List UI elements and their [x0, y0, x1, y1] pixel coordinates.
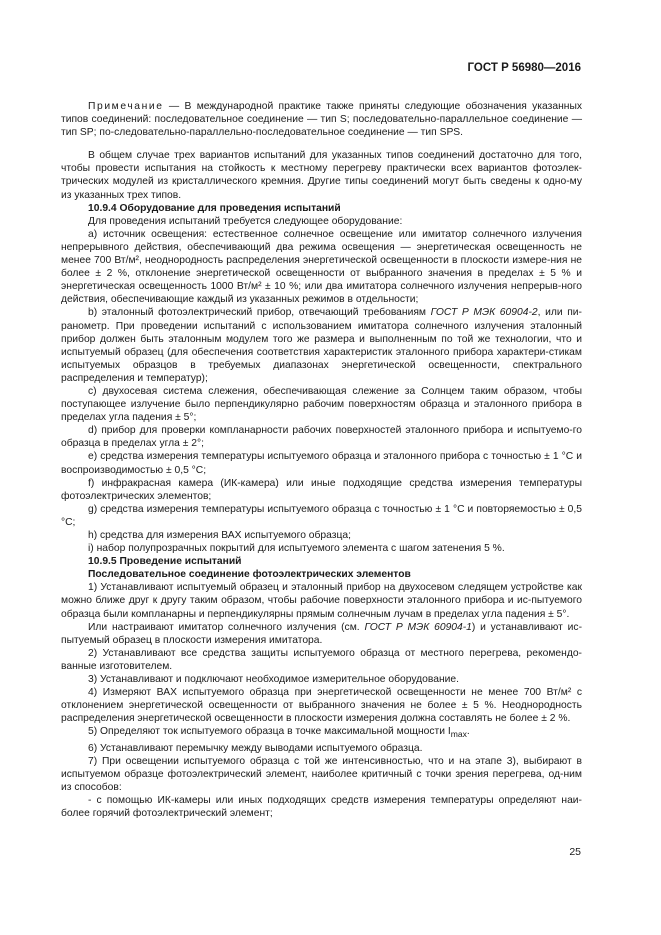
note-label: Примечание: [88, 101, 164, 112]
procedure-step-1-alternative: [61, 621, 582, 647]
equipment-item-f: f) инфракрасная камера (ИК-камера) или иные подходящие средства измерения температуры фотоэлектрических элементов;: [61, 477, 582, 502]
procedure-step-1: 1) Устанавливают испытуемый образец и эталонный прибор на двухосевом следящем устройстве как можно ближе друг к другу таким образом, чтобы рабочие поверхности эталонного прибора и ис-пытуемого образца были компланарны и перпендикулярны прямым солнечным лучам в пределах угла падения ± 5°.: [61, 582, 582, 620]
procedure-step-3: 3) Устанавливают и подключают необходимое измерительное оборудование.: [88, 674, 459, 686]
equipment-item-b: [61, 306, 582, 385]
standard-reference: ГОСТ Р МЭК 60904-1: [364, 621, 472, 633]
procedure-step-6: 6) Устанавливают перемычку между выводами испытуемого образца.: [88, 742, 423, 754]
item-b-text-2: , или пи-ранометр. При проведении испытаний с использованием имитатора солнечного излучения эталонный прибор должен быть эталонным модулем того же размера и выполненным по той же технологии, что и испытуемый образец (для обеспечения соответствия характеристик эталонного прибора характери-стикам испытуемых образцов в требуемых диапазонах энергетической освещенности, спектрального распределения и температур);: [61, 307, 582, 384]
document-body: [61, 100, 582, 820]
section-heading-10-9-5: 10.9.5 Проведение испытаний: [88, 556, 242, 568]
procedure-step-2: 2) Устанавливают все средства защиты испытуемого образца от местного перегрева, рекомендо-ванные изготовителем.: [61, 647, 582, 672]
step1-alt-text-1: Или настраивают имитатор солнечного излучения (см.: [88, 621, 365, 633]
item-b-text-1: b) эталонный фотоэлектрический прибор, отвечающий требованиям: [88, 307, 431, 319]
section-heading-10-9-4: 10.9.4 Оборудование для проведения испытаний: [88, 202, 341, 214]
equipment-item-c: с) двухосевая система слежения, обеспечивающая слежение за Солнцем таким образом, чтобы поступающее излучение было перпендикулярно рабочим поверхностям образца и эталонного прибора в пределах угла падения ± 5°;: [61, 385, 582, 424]
procedure-step-7: 7) При освещении испытуемого образца с той же интенсивностью, что и на этапе 3), выбирают в испытуемом образце фотоэлектрический элемент, наиболее критичный с точки зрения перегрева, од-ним из способов:: [61, 755, 582, 793]
step5-end: .: [466, 726, 470, 738]
equipment-item-d: d) прибор для проверки компланарности рабочих поверхностей эталонного прибора и испытуемо-го образца в пределах угла ± 2°;: [61, 425, 582, 450]
imax-subscript: max: [450, 729, 467, 740]
note-text: — В международной практике также приняты следующие обозначения указанных типов соединений: последовательное соединение — тип S; последовательно-параллельное соединение — тип SP; по-следовательно-параллельно-последовательное соединение — тип SPS.: [61, 101, 582, 139]
procedure-step-4: 4) Измеряют ВАХ испытуемого образца при энергетической освещенности не менее 700 Вт/м² с отклонением энергетической освещенности от выбранного значения не более ± 5 %. Неоднородность распределения энергетической освещенности в плоскости измерения должна составлять не более ± 2 %.: [61, 687, 582, 725]
step5-text: 5) Определяют ток испытуемого образца в точке максимальной мощности I: [88, 726, 451, 738]
note-paragraph: [61, 100, 582, 139]
standard-code: ГОСТ Р 56980—2016: [467, 62, 581, 74]
equipment-lead: Для проведения испытаний требуется следующее оборудование:: [88, 215, 403, 227]
equipment-item-a: а) источник освещения: естественное солнечное освещение или имитатор солнечного излучения непрерывного действия, обеспечивающий два режима освещения — энергетическая освещенность не менее 700 Вт/м², неоднородность распределения энергетической освещенности в плоскости измере-ния не более ± 2 %, отклонение энергетической освещенности от выбранного значения в пределах ± 5 % и энергетическая освещенность 1000 Вт/м² ± 10 %; или два имитатора солнечного излучения непрерыв-ного действия, обеспечивающие каждый из указанных режимов в отдельности;: [61, 228, 582, 306]
equipment-item-e: е) средства измерения температуры испытуемого образца и эталонного прибора с точностью ± 1 °С и воспроизводимостью ± 0,5 °С;: [61, 451, 582, 476]
equipment-item-i: i) набор полупрозрачных покрытий для испытуемого элемента с шагом затенения 5 %.: [88, 543, 505, 555]
procedure-step-5: [61, 725, 582, 741]
equipment-item-g: g) средства измерения температуры испытуемого образца с точностью ± 1 °С и повторяемостью ± 0,5 °С;: [61, 503, 582, 528]
equipment-item-h: h) средства для измерения ВАХ испытуемого образца;: [88, 530, 351, 541]
step1-alt-text-2: ) и устанавливают ис-пытуемый образец в плоскости измерения имитатора.: [61, 621, 582, 646]
intro-paragraph: В общем случае трех вариантов испытаний для указанных типов соединений достаточно для того, чтобы провести испытания на стойкость к местному перегреву практически всех вариантов фотоэлек-трических модулей из кристаллического кремния. Другие типы соединений могут быть сведены к одно-му из указанных трех типов.: [61, 150, 582, 201]
page-number: 25: [569, 846, 581, 858]
standard-reference: ГОСТ Р МЭК 60904-2: [430, 307, 538, 319]
procedure-step-7-method: - с помощью ИК-камеры или иных подходящих средств измерения температуры определяют наи-более горячий фотоэлектрический элемент;: [61, 794, 582, 820]
subsection-heading: Последовательное соединение фотоэлектрических элементов: [88, 569, 411, 581]
spacer: [61, 139, 582, 149]
